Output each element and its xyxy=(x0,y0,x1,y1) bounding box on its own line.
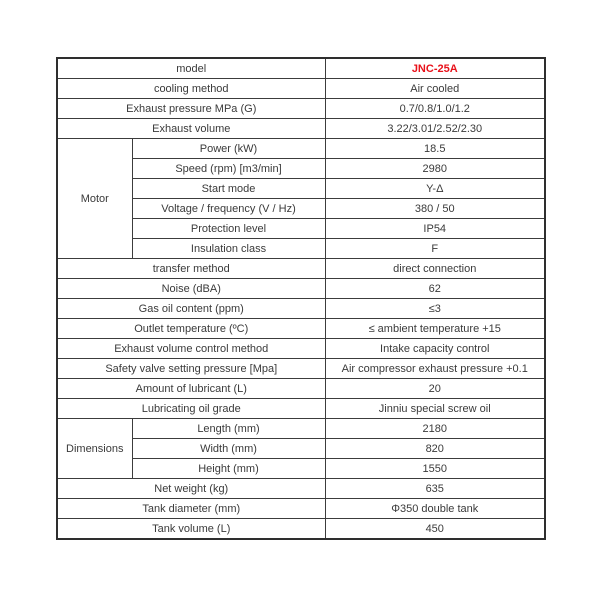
spec-label: Power (kW) xyxy=(132,139,325,159)
spec-label: Length (mm) xyxy=(132,419,325,439)
spec-value: Air compressor exhaust pressure +0.1 xyxy=(325,359,545,379)
spec-label: Speed (rpm) [m3/min] xyxy=(132,159,325,179)
spec-label: Lubricating oil grade xyxy=(57,399,325,419)
specification-table xyxy=(56,57,546,540)
spec-value: 450 xyxy=(325,519,545,540)
spec-value: 820 xyxy=(325,439,545,459)
spec-value: 380 / 50 xyxy=(325,199,545,219)
spec-label: cooling method xyxy=(57,79,325,99)
spec-value: ≤3 xyxy=(325,299,545,319)
table-row xyxy=(57,339,545,359)
spec-label: Noise (dBA) xyxy=(57,279,325,299)
spec-label: Start mode xyxy=(132,179,325,199)
table-row xyxy=(57,479,545,499)
spec-value: IP54 xyxy=(325,219,545,239)
spec-value: direct connection xyxy=(325,259,545,279)
table-row xyxy=(57,99,545,119)
table-row xyxy=(57,379,545,399)
spec-value: 62 xyxy=(325,279,545,299)
spec-value: 1550 xyxy=(325,459,545,479)
spec-value: 0.7/0.8/1.0/1.2 xyxy=(325,99,545,119)
spec-value: Air cooled xyxy=(325,79,545,99)
spec-label: Height (mm) xyxy=(132,459,325,479)
group-label-dimensions: Dimensions xyxy=(57,419,132,479)
table-row xyxy=(57,119,545,139)
table-row xyxy=(57,399,545,419)
table-row xyxy=(57,519,545,540)
table-row xyxy=(57,79,545,99)
table-row xyxy=(57,419,545,439)
spec-label: Insulation class xyxy=(132,239,325,259)
spec-value: Φ350 double tank xyxy=(325,499,545,519)
spec-label: Exhaust pressure MPa (G) xyxy=(57,99,325,119)
spec-label: Voltage / frequency (V / Hz) xyxy=(132,199,325,219)
spec-value: Intake capacity control xyxy=(325,339,545,359)
model-number-value: JNC-25A xyxy=(325,58,545,79)
group-label-motor: Motor xyxy=(57,139,132,259)
spec-value: ≤ ambient temperature +15 xyxy=(325,319,545,339)
spec-value: 635 xyxy=(325,479,545,499)
spec-label: model xyxy=(57,58,325,79)
spec-label: Protection level xyxy=(132,219,325,239)
spec-label: Outlet temperature (ºC) xyxy=(57,319,325,339)
table-row xyxy=(57,499,545,519)
spec-value: 20 xyxy=(325,379,545,399)
table-row xyxy=(57,319,545,339)
spec-value: Y-Δ xyxy=(325,179,545,199)
spec-value: F xyxy=(325,239,545,259)
spec-value: 3.22/3.01/2.52/2.30 xyxy=(325,119,545,139)
spec-label: Safety valve setting pressure [Mpa] xyxy=(57,359,325,379)
spec-value: Jinniu special screw oil xyxy=(325,399,545,419)
table-row xyxy=(57,139,545,159)
spec-label: Gas oil content (ppm) xyxy=(57,299,325,319)
spec-value: 18.5 xyxy=(325,139,545,159)
spec-label: Exhaust volume xyxy=(57,119,325,139)
spec-value: 2180 xyxy=(325,419,545,439)
table-row xyxy=(57,259,545,279)
spec-value: 2980 xyxy=(325,159,545,179)
spec-label: Tank volume (L) xyxy=(57,519,325,540)
table-row xyxy=(57,279,545,299)
table-row xyxy=(57,359,545,379)
spec-label: Exhaust volume control method xyxy=(57,339,325,359)
spec-label: Width (mm) xyxy=(132,439,325,459)
spec-label: Tank diameter (mm) xyxy=(57,499,325,519)
spec-label: transfer method xyxy=(57,259,325,279)
table-row xyxy=(57,299,545,319)
spec-label: Net weight (kg) xyxy=(57,479,325,499)
spec-label: Amount of lubricant (L) xyxy=(57,379,325,399)
table-row xyxy=(57,58,545,79)
